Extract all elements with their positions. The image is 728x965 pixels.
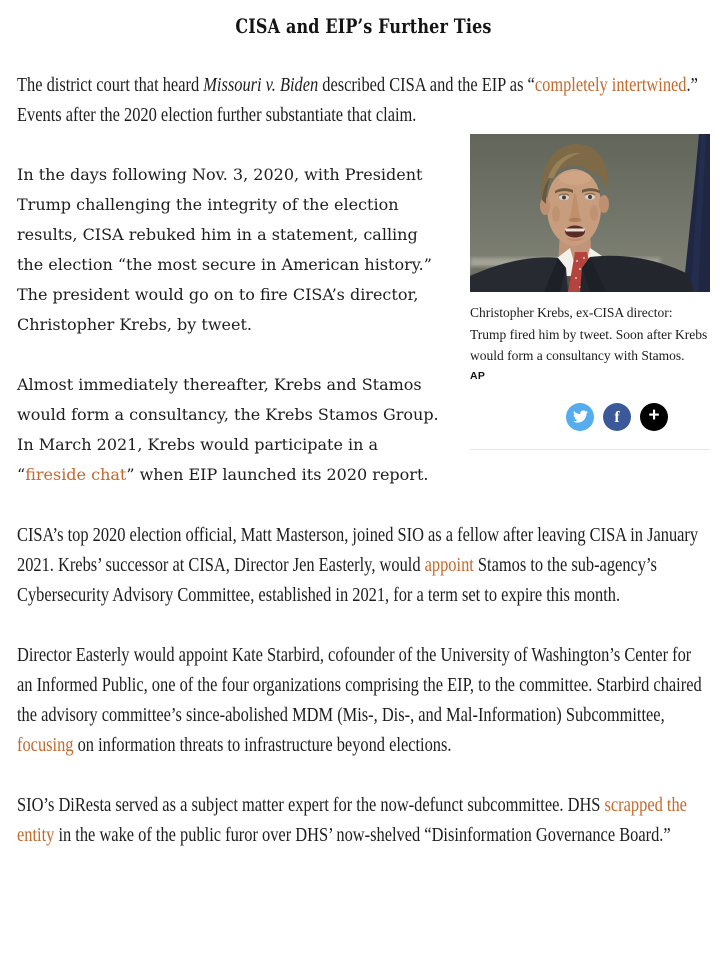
- text-run: in the wake of the public furor over DHS’ now-shelved “Disinformation Governance Board.”: [54, 824, 671, 846]
- facebook-icon: f: [614, 408, 620, 426]
- text-run: SIO’s DiResta served as a subject matter expert for the now-defunct subcommittee. DHS: [17, 794, 605, 816]
- twitter-icon: [573, 409, 588, 424]
- inline-link[interactable]: fireside chat: [25, 465, 127, 484]
- figure-divider: [470, 449, 710, 450]
- text-run: Almost immediately thereafter, Krebs and Stamos would form a consultancy, the Krebs Stamos Group. In March 2021, Krebs would participate in a “: [17, 375, 439, 484]
- inline-link[interactable]: focusing: [17, 734, 74, 756]
- photo-credit: AP: [470, 369, 486, 382]
- facebook-share-button[interactable]: [603, 403, 631, 431]
- photo-caption: Christopher Krebs, ex-CISA director: Trump fired him by tweet. Soon after Krebs would form a consultancy with Stamos.: [470, 305, 708, 363]
- inline-link[interactable]: appoint: [424, 554, 474, 576]
- paragraph: [17, 70, 710, 130]
- paragraph: [17, 640, 710, 760]
- more-share-button[interactable]: [640, 403, 668, 431]
- photo-christopher-krebs: [470, 134, 710, 292]
- text-run: Director Easterly would appoint Kate Starbird, cofounder of the University of Washington’s Center for an Informed Public, one of the four organizations comprising the EIP, to the committee. Starbird chaired the advisory committee’s since-abolished MDM (Mis-, Dis-, and Mal-Information) Subcommittee,: [17, 644, 702, 726]
- article-body: [17, 70, 710, 850]
- twitter-share-button[interactable]: [566, 403, 594, 431]
- text-run: ” when EIP launched its 2020 report.: [126, 465, 429, 484]
- text-run: .” Events after the 2020 election further substantiate that claim.: [17, 74, 698, 126]
- text-run: In the days following Nov. 3, 2020, with President Trump challenging the integrity of the election results, CISA rebuked him in a statement, calling the election “the most secure in American history.” The president would go on to fire CISA’s director, Christopher Krebs, by tweet.: [17, 165, 432, 334]
- page-title: CISA and EIP’s Further Ties: [235, 14, 492, 38]
- inline-link[interactable]: scrapped the entity: [17, 794, 687, 846]
- plus-icon: +: [648, 405, 660, 426]
- italic-text: Missouri v. Biden: [203, 74, 319, 96]
- paragraph: [17, 790, 710, 850]
- text-run: The district court that heard: [17, 74, 204, 96]
- photo-figure: [470, 134, 710, 450]
- text-run: on information threats to infrastructure beyond elections.: [73, 734, 452, 756]
- share-buttons: [470, 403, 668, 431]
- text-run: Stamos to the sub-agency’s Cybersecurity Advisory Committee, established in 2021, for a term set to expire this month.: [17, 554, 657, 606]
- text-run: CISA’s top 2020 election official, Matt Masterson, joined SIO as a fellow after leaving CISA in January 2021. Krebs’ successor at CISA, Director Jen Easterly, would: [17, 524, 699, 576]
- text-run: described CISA and the EIP as “: [318, 74, 535, 96]
- paragraph: [17, 520, 710, 610]
- inline-link[interactable]: completely intertwined: [534, 74, 687, 96]
